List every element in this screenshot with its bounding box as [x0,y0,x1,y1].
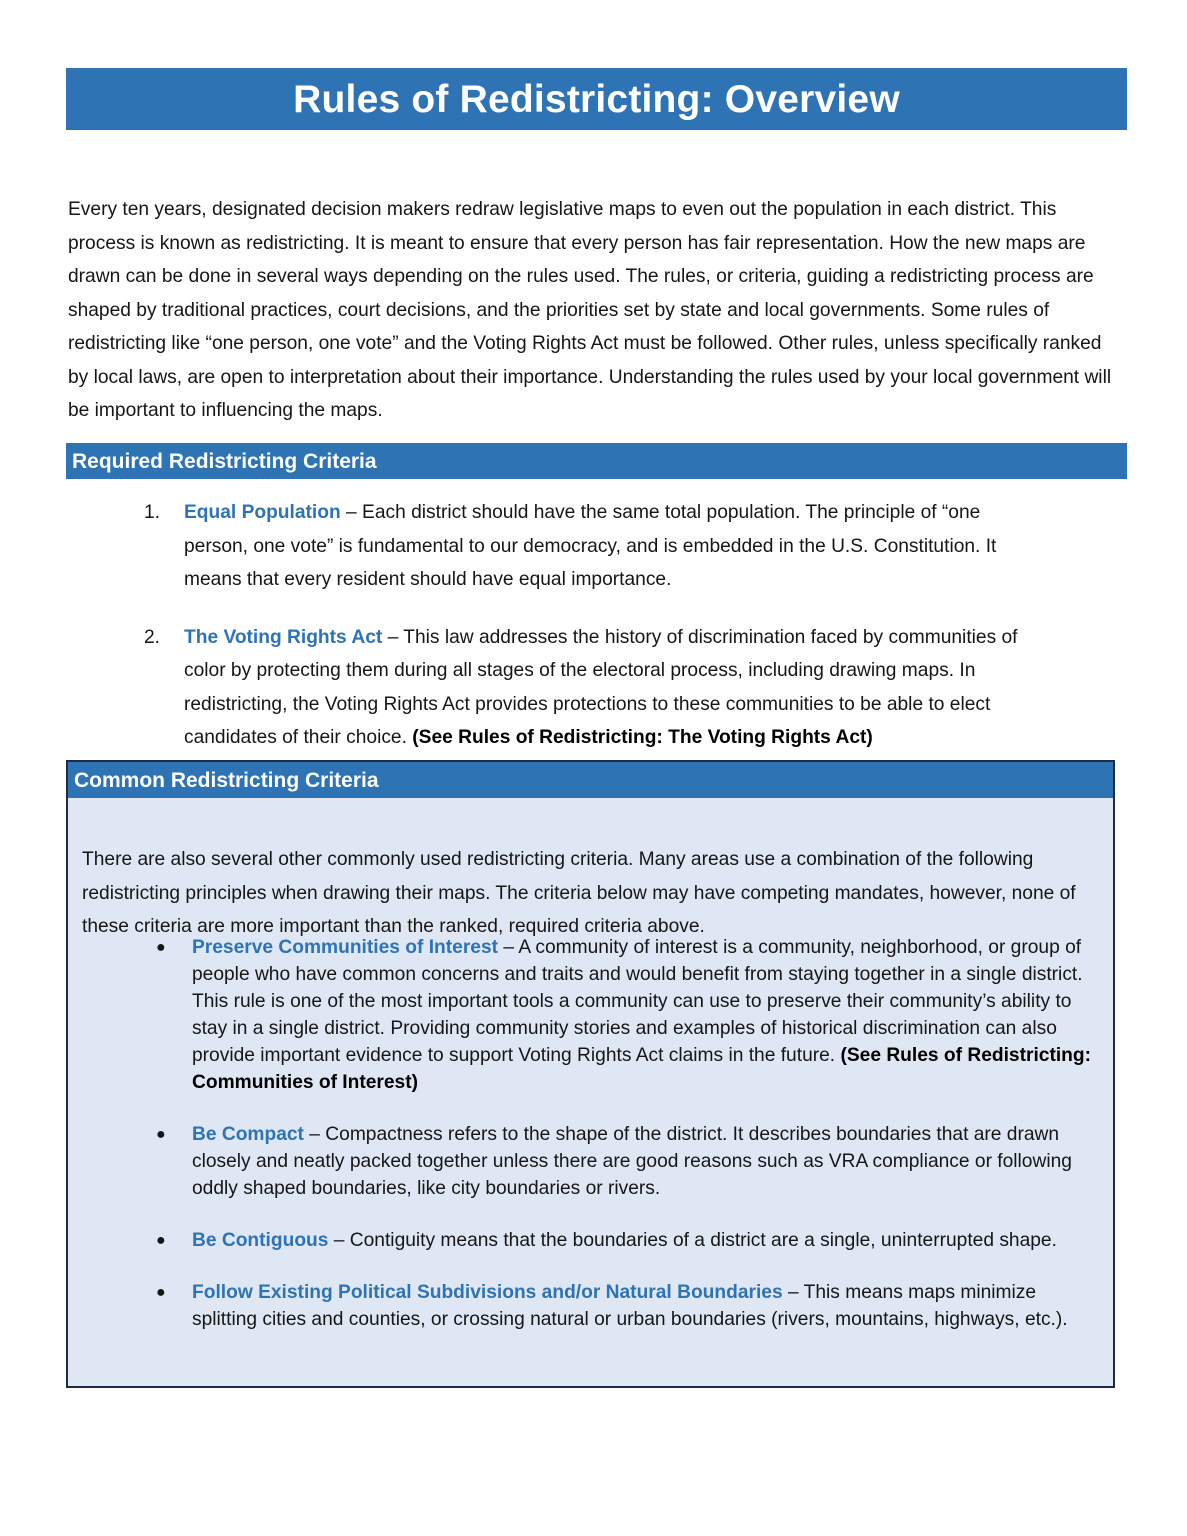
common-criteria-list [144,934,1094,1333]
list-item-body: – A community of interest is a community, neighborhood, or group of people who have common concerns and traits and would benefit from staying together in a single district. This rule is one of the most important tools a community can use to preserve their community’s ability to stay in a single district. Providing community stories and examples of historical discrimination can also provide important evidence to support Voting Rights Act claims in the future. [192,937,1083,1066]
list-item-body: – This means maps minimize splitting cities and counties, or crossing natural or urban boundaries (rivers, mountains, highways, etc.). [192,1282,1068,1330]
list-item [144,934,1094,1096]
bullet-icon: ● [156,939,166,956]
list-item [136,496,1046,597]
list-item-body: – Compactness refers to the shape of the district. It describes boundaries that are drawn closely and neatly packed together unless there are good reasons such as VRA compliance or following oddly shaped boundaries, like city boundaries or rivers. [192,1124,1072,1199]
list-item [144,1121,1094,1202]
section-header-common [68,762,1113,798]
common-criteria-box [66,760,1115,1388]
list-item [144,1279,1094,1333]
section-header-required [66,443,1127,479]
bullet-icon: ● [156,1126,166,1143]
section-header-required-label: Required Redistricting Criteria [72,449,377,473]
list-item-body: – Each district should have the same total population. The principle of “one person, one vote” is fundamental to our democracy, and is embedded in the U.S. Constitution. It means that every resident should have equal importance. [184,502,997,590]
list-item-lead: Equal Population [184,502,341,523]
section-header-common-label: Common Redistricting Criteria [74,768,379,792]
list-item-lead: Preserve Communities of Interest [192,937,499,958]
list-item-body: – Contiguity means that the boundaries of a district are a single, uninterrupted shape. [328,1230,1057,1251]
list-item-number: 2. [144,626,161,648]
list-item-see-also: (See Rules of Redistricting: The Voting Rights Act) [412,727,873,748]
required-criteria-list [136,496,1046,755]
list-item-lead: Follow Existing Political Subdivisions and/or Natural Boundaries [192,1282,783,1303]
list-item-body: – This law addresses the history of discrimination faced by communities of color by protecting them during all stages of the electoral process, including drawing maps. In redistricting, the Voting Rights Act provides protections to these communities to be able to elect candidates of their choice. [184,626,1018,748]
page-title: Rules of Redistricting: Overview [293,77,900,121]
common-intro-paragraph: There are also several other commonly used redistricting criteria. Many areas use a combination of the following redistricting principles when drawing their maps. The criteria below may have competing mandates, however, none of these criteria are more important than the ranked, required criteria above. [82,849,1076,938]
document-title-banner [66,68,1127,130]
list-item-lead: Be Contiguous [192,1230,329,1251]
list-item-number: 1. [144,502,161,523]
list-item [144,1227,1094,1254]
intro-paragraph: Every ten years, designated decision makers redraw legislative maps to even out the population in each district. This process is known as redistricting. It is meant to ensure that every person has fair representation. How the new maps are drawn can be done in several ways depending on the rules used. The rules, or criteria, guiding a redistricting process are shaped by traditional practices, court decisions, and the priorities set by state and local governments. Some rules of redistricting like “one person, one vote” and the Voting Rights Act must be followed. Other rules, unless specifically ranked by local laws, are open to interpretation about their importance. Understanding the rules used by your local government will be important to influencing the maps. [68,199,1112,422]
list-item-lead: Be Compact [192,1124,304,1145]
list-item [136,621,1046,755]
bullet-icon: ● [156,1284,166,1301]
list-item-lead: The Voting Rights Act [184,626,383,648]
bullet-icon: ● [156,1232,166,1249]
list-item-see-also: (See Rules of Redistricting: Communities of Interest) [192,1045,1092,1093]
